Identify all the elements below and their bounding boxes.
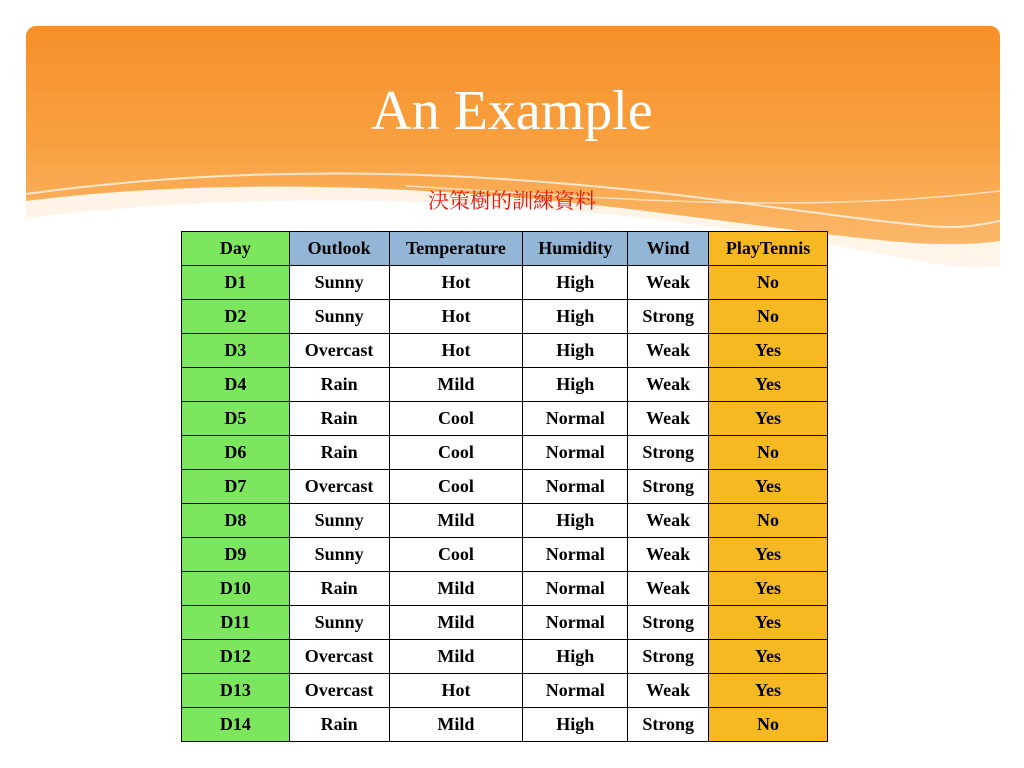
cell-playtennis: Yes: [709, 470, 828, 504]
cell-day: D10: [182, 572, 290, 606]
cell-day: D5: [182, 402, 290, 436]
cell-playtennis: Yes: [709, 674, 828, 708]
cell-outlook: Overcast: [289, 674, 389, 708]
cell-humidity: Normal: [523, 674, 628, 708]
cell-outlook: Rain: [289, 368, 389, 402]
cell-wind: Weak: [628, 504, 709, 538]
cell-temperature: Hot: [389, 266, 523, 300]
cell-humidity: Normal: [523, 538, 628, 572]
cell-day: D6: [182, 436, 290, 470]
cell-day: D1: [182, 266, 290, 300]
cell-wind: Strong: [628, 436, 709, 470]
cell-humidity: Normal: [523, 402, 628, 436]
cell-playtennis: No: [709, 266, 828, 300]
cell-outlook: Overcast: [289, 640, 389, 674]
cell-humidity: Normal: [523, 436, 628, 470]
cell-day: D9: [182, 538, 290, 572]
table-row: [182, 402, 828, 436]
cell-temperature: Mild: [389, 606, 523, 640]
cell-playtennis: No: [709, 300, 828, 334]
cell-humidity: High: [523, 504, 628, 538]
cell-day: D14: [182, 708, 290, 742]
cell-playtennis: Yes: [709, 606, 828, 640]
cell-playtennis: Yes: [709, 368, 828, 402]
cell-temperature: Cool: [389, 470, 523, 504]
table-row: [182, 300, 828, 334]
table-row: [182, 606, 828, 640]
cell-temperature: Hot: [389, 674, 523, 708]
cell-temperature: Mild: [389, 368, 523, 402]
cell-playtennis: Yes: [709, 572, 828, 606]
table-row: [182, 538, 828, 572]
cell-day: D12: [182, 640, 290, 674]
table-row: [182, 504, 828, 538]
table-row: [182, 674, 828, 708]
cell-day: D7: [182, 470, 290, 504]
table-row: [182, 640, 828, 674]
cell-humidity: Normal: [523, 470, 628, 504]
cell-wind: Weak: [628, 266, 709, 300]
cell-outlook: Sunny: [289, 266, 389, 300]
cell-day: D2: [182, 300, 290, 334]
cell-humidity: High: [523, 640, 628, 674]
cell-playtennis: No: [709, 436, 828, 470]
cell-day: D11: [182, 606, 290, 640]
table-row: [182, 470, 828, 504]
cell-temperature: Mild: [389, 572, 523, 606]
cell-temperature: Hot: [389, 334, 523, 368]
cell-humidity: Normal: [523, 572, 628, 606]
cell-outlook: Rain: [289, 402, 389, 436]
cell-temperature: Mild: [389, 504, 523, 538]
header-day: Day: [182, 232, 290, 266]
cell-wind: Strong: [628, 470, 709, 504]
cell-wind: Strong: [628, 640, 709, 674]
cell-wind: Weak: [628, 402, 709, 436]
cell-wind: Weak: [628, 674, 709, 708]
cell-temperature: Cool: [389, 538, 523, 572]
header-wind: Wind: [628, 232, 709, 266]
cell-temperature: Mild: [389, 708, 523, 742]
cell-temperature: Cool: [389, 402, 523, 436]
table-row: [182, 708, 828, 742]
cell-temperature: Hot: [389, 300, 523, 334]
header-temperature: Temperature: [389, 232, 523, 266]
training-data-table: [181, 231, 828, 742]
table-row: [182, 266, 828, 300]
cell-wind: Strong: [628, 708, 709, 742]
header-playtennis: PlayTennis: [709, 232, 828, 266]
cell-day: D3: [182, 334, 290, 368]
cell-temperature: Cool: [389, 436, 523, 470]
cell-humidity: High: [523, 334, 628, 368]
cell-wind: Weak: [628, 334, 709, 368]
cell-wind: Weak: [628, 538, 709, 572]
slide-title: An Example: [371, 80, 653, 142]
table-row: [182, 436, 828, 470]
cell-outlook: Rain: [289, 436, 389, 470]
cell-outlook: Sunny: [289, 300, 389, 334]
cell-outlook: Sunny: [289, 504, 389, 538]
header-outlook: Outlook: [289, 232, 389, 266]
cell-playtennis: Yes: [709, 334, 828, 368]
cell-temperature: Mild: [389, 640, 523, 674]
cell-day: D13: [182, 674, 290, 708]
cell-outlook: Sunny: [289, 606, 389, 640]
cell-outlook: Overcast: [289, 470, 389, 504]
table-row: [182, 572, 828, 606]
table-header-row: [182, 232, 828, 266]
cell-wind: Weak: [628, 368, 709, 402]
table-body: [182, 266, 828, 742]
cell-day: D4: [182, 368, 290, 402]
cell-humidity: High: [523, 368, 628, 402]
cell-humidity: Normal: [523, 606, 628, 640]
table-row: [182, 334, 828, 368]
cell-playtennis: No: [709, 708, 828, 742]
table-row: [182, 368, 828, 402]
cell-humidity: High: [523, 708, 628, 742]
cell-humidity: High: [523, 266, 628, 300]
cell-wind: Strong: [628, 300, 709, 334]
cell-outlook: Overcast: [289, 334, 389, 368]
cell-wind: Weak: [628, 572, 709, 606]
cell-playtennis: Yes: [709, 640, 828, 674]
cell-playtennis: Yes: [709, 402, 828, 436]
cell-humidity: High: [523, 300, 628, 334]
cell-outlook: Rain: [289, 572, 389, 606]
cell-wind: Strong: [628, 606, 709, 640]
slide-subtitle: 決策樹的訓練資料: [428, 189, 596, 213]
cell-day: D8: [182, 504, 290, 538]
header-humidity: Humidity: [523, 232, 628, 266]
cell-playtennis: No: [709, 504, 828, 538]
cell-outlook: Rain: [289, 708, 389, 742]
cell-outlook: Sunny: [289, 538, 389, 572]
cell-playtennis: Yes: [709, 538, 828, 572]
